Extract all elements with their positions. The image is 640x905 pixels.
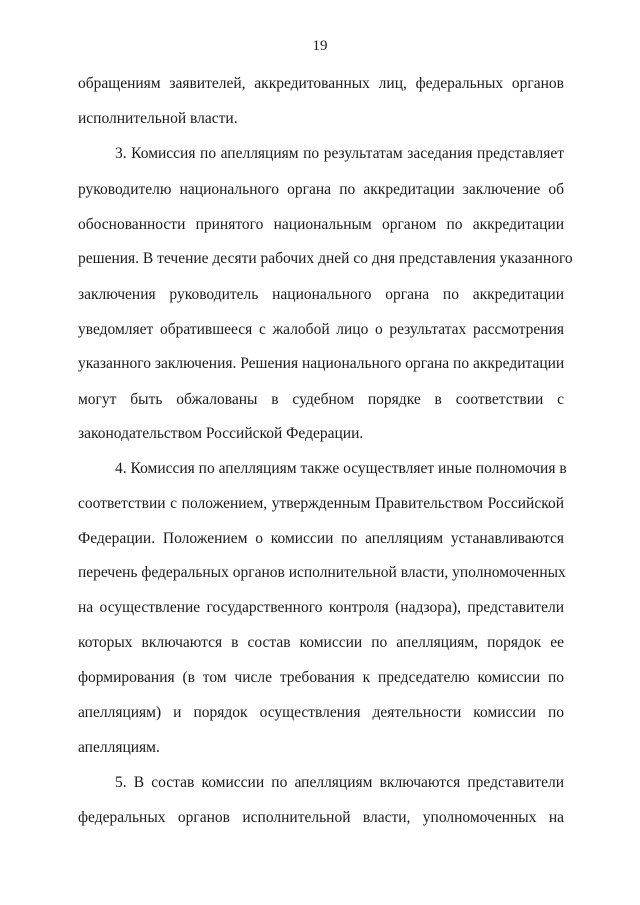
text-line: 5. В состав комиссии по апелляциям включаются представители — [115, 774, 564, 791]
text-line: 3. Комиссия по апелляциям по результатам заседания представляет — [115, 145, 564, 162]
text-line: заключения руководитель национального органа по аккредитации — [78, 286, 564, 303]
text-line: Федерации. Положением о комиссии по апелляциям устанавливаются — [78, 530, 564, 547]
text-line: формирования (в том числе требования к председателю комиссии по — [78, 669, 564, 686]
text-line: 4. Комиссия по апелляциям также осуществляет иные полномочия в — [115, 460, 567, 477]
text-line: обращениям заявителей, аккредитованных лиц, федеральных органов — [78, 75, 564, 92]
text-line: могут быть обжалованы в судебном порядке в соответствии с — [78, 391, 564, 408]
text-line: исполнительной власти. — [78, 110, 238, 127]
text-line: руководителю национального органа по аккредитации заключение об — [78, 181, 564, 198]
text-line: решения. В течение десяти рабочих дней со дня представления указанного — [78, 250, 573, 267]
text-line: законодательством Российской Федерации. — [78, 425, 364, 442]
text-line: указанного заключения. Решения национального органа по аккредитации — [78, 355, 565, 372]
text-line: обоснованности принятого национальным органом по аккредитации — [78, 216, 564, 233]
text-line: перечень федеральных органов исполнительной власти, уполномоченных — [78, 564, 566, 581]
text-line: уведомляет обратившееся с жалобой лицо о результатах рассмотрения — [78, 321, 564, 338]
text-line: федеральных органов исполнительной власти, уполномоченных на — [78, 809, 564, 826]
text-line: апелляциям) и порядок осуществления деятельности комиссии по — [78, 704, 564, 721]
text-line: соответствии с положением, утвержденным Правительством Российской — [78, 495, 564, 512]
text-line: которых включаются в состав комиссии по апелляциям, порядок ее — [78, 634, 564, 651]
text-line: на осуществление государственного контроля (надзора), представители — [78, 599, 564, 616]
page-number: 19 — [312, 38, 328, 54]
text-line: апелляциям. — [78, 739, 160, 756]
